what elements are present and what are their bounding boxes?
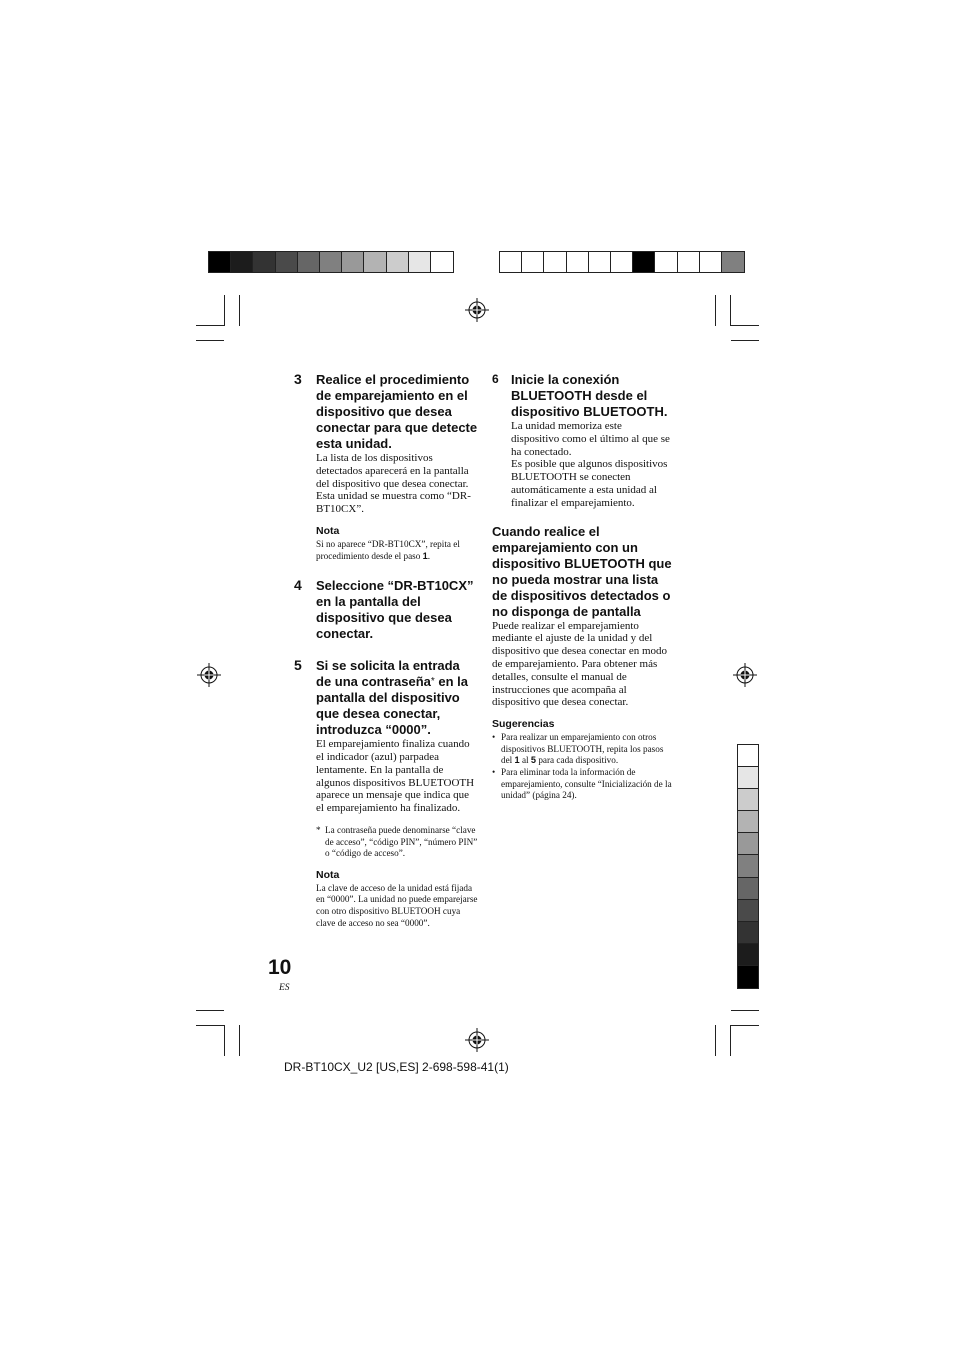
color-swatch [611,252,633,272]
crop-mark [731,325,759,326]
color-swatch [738,944,758,966]
step-body: La lista de los dispositivos detectados aparecerá en la pantalla del dispositivo que desea conectar. Esta unidad se muestra como “DR-BT10CX”. [316,452,471,516]
color-swatch [298,252,320,272]
step-5 [292,658,478,929]
step-title: Si se solicita la entrada de una contraseña* en la pantalla del dispositivo que desea conectar, introduzca “0000”. [316,658,469,738]
color-swatch [231,252,253,272]
section-body: Puede realizar el emparejamiento mediante el ajuste de la unidad y del dispositivo que desea conectar en modo de emparejamiento. Para obtener más detalles, consulte el manual de instrucciones que acompaña al dispositivo que desea conectar. [492,619,668,709]
page-number: 10 [268,956,292,979]
note-text: Si no aparece “DR-BT10CX”, repita el procedimiento desde el paso 1. [316,538,460,561]
color-swatch [738,745,758,767]
color-swatch [738,789,758,811]
step-body: La unidad memoriza este dispositivo como el último al que se ha conectado. [511,420,670,458]
crop-mark [730,295,731,326]
step-number: 6 [492,372,499,386]
step-body: Es posible que algunos dispositivos BLUETOOTH se conecten automáticamente a esta unidad al finalizar el emparejamiento. [511,458,668,509]
registration-mark-icon [197,663,221,687]
pairing-section [492,524,672,802]
crop-mark [196,1010,224,1011]
color-swatch [567,252,589,272]
crop-mark [196,325,224,326]
crop-mark [730,1025,731,1056]
color-swatch [738,922,758,944]
right-column [492,372,672,802]
registration-mark-icon [733,663,757,687]
color-swatch [738,855,758,877]
step-number: 3 [294,371,302,387]
tips-list [492,732,672,802]
color-swatch [431,252,453,272]
color-swatch [409,252,431,272]
step-title: Realice el procedimiento de emparejamiento en el dispositivo que desea conectar para que detecte esta unidad. [316,372,478,451]
crop-mark [731,340,759,341]
registration-mark-icon [465,1028,489,1052]
color-swatch [209,252,231,272]
color-swatch [722,252,744,272]
color-swatch [276,252,298,272]
color-swatch [678,252,700,272]
crop-mark [196,1025,224,1026]
color-swatch [738,811,758,833]
color-swatch [387,252,409,272]
color-strip-right [499,251,745,273]
crop-mark [224,1025,225,1056]
crop-mark [731,1025,759,1026]
step-3 [292,372,478,562]
left-column [292,372,478,943]
crop-mark [731,1010,759,1011]
step-4 [292,578,478,642]
step-number: 4 [294,577,302,594]
color-strip-side [737,744,759,989]
color-swatch [700,252,722,272]
color-swatch [320,252,342,272]
list-item: • Para eliminar toda la información de emparejamiento, consulte “Inicialización de la unidad” (página 24). [492,766,672,801]
step-title: Inicie la conexión BLUETOOTH desde el dispositivo BLUETOOTH. [511,372,668,419]
crop-mark [239,295,240,326]
crop-mark [715,1025,716,1056]
crop-mark [224,295,225,326]
color-swatch [342,252,364,272]
color-swatch [500,252,522,272]
step-title: Seleccione “DR-BT10CX” en la pantalla del dispositivo que desea conectar. [316,578,474,642]
step-number: 5 [294,657,302,674]
color-swatch [589,252,611,272]
language-code: ES [279,983,290,993]
crop-mark [239,1025,240,1056]
step-body: El emparejamiento finaliza cuando el indicador (azul) parpadea lentamente. En la pantalla de algunos dispositivos BLUETOOTH aparece un mensaje que indica que el emparejamiento ha finalizado. [316,738,475,815]
footnote: * La contraseña puede denominarse “clave de acceso”, “código PIN”, “número PIN” o “código de acceso”. [316,824,478,859]
note-heading: Nota [316,524,340,537]
footer-code: DR-BT10CX_U2 [US,ES] 2-698-598-41(1) [284,1060,509,1074]
color-swatch [738,833,758,855]
color-swatch [738,966,758,988]
color-swatch [738,767,758,789]
crop-mark [715,295,716,326]
color-swatch [655,252,677,272]
color-strip-left [208,251,454,273]
section-title: Cuando realice el emparejamiento con un dispositivo BLUETOOTH que no pueda mostrar una lista de dispositivos detectados o no disponga de pantalla [492,523,672,619]
color-swatch [738,900,758,922]
list-item: • Para realizar un emparejamiento con otros dispositivos BLUETOOTH, repita los pasos del 1 al 5 para cada dispositivo. [492,732,664,766]
color-swatch [738,878,758,900]
step-6 [492,372,672,510]
color-swatch [544,252,566,272]
color-swatch [364,252,386,272]
note-heading: Nota [316,868,340,881]
note-text: La clave de acceso de la unidad está fijada en “0000”. La unidad no puede emparejarse con otro dispositivo BLUETOOH cuya clave de acceso no sea “0000”. [316,882,478,928]
registration-mark-icon [465,298,489,322]
crop-mark [196,340,224,341]
color-swatch [522,252,544,272]
tips-heading: Sugerencias [492,718,555,731]
color-swatch [253,252,275,272]
color-swatch [633,252,655,272]
